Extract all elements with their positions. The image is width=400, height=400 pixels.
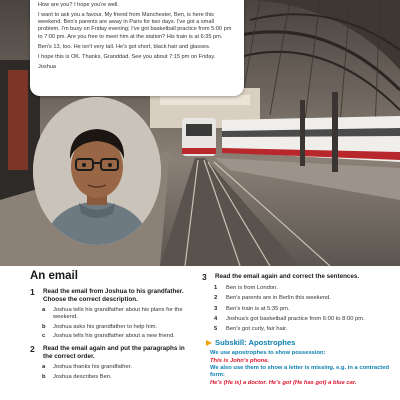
email-line: How are you? I hope you're well.: [38, 2, 119, 8]
subskill-example: This is John's phone.: [210, 357, 270, 364]
sentence-number: 3: [214, 305, 218, 312]
subskill-example: He's (He is) a doctor. He's got (He has got) a blue car.: [210, 379, 357, 386]
option-text: Joshua tells his grandfather about a new friend.: [53, 333, 175, 340]
option-letter: a: [42, 307, 46, 313]
email-signature: Joshua: [38, 64, 57, 71]
option-text: Joshua describes Ben.: [53, 373, 112, 380]
sentence-item: [214, 326, 398, 333]
right-column: [202, 273, 398, 387]
subskill-body: [210, 350, 398, 387]
sentence-text: Ben's train is at 5:35 pm.: [226, 305, 290, 312]
sentence-item: [214, 295, 398, 302]
task-number: 1: [30, 287, 35, 297]
option-letter: b: [42, 373, 46, 380]
email-line: I want to ask you a favour. My friend from Manchester, Ben, is here this weekend. Ben's parents are away in Paris for two days. I've got a small problem. I'm busy on Friday evening; I've got basketball practice from 5:00 pm to 7:00 pm. Are you free to meet him at the station? His train is at 6:35 pm.: [38, 12, 232, 40]
section-title: An email: [30, 270, 78, 282]
task-number: 2: [30, 344, 35, 355]
option-item: [42, 364, 195, 371]
email-line: Ben's 13, too. He isn't very tall. He's got short, black hair and glasses.: [38, 43, 211, 50]
sentence-item: [214, 285, 398, 292]
sentence-number: 1: [214, 285, 218, 291]
left-column: [30, 270, 195, 383]
boy-portrait: [33, 97, 161, 245]
option-letter: a: [42, 364, 46, 371]
subskill-rule: We use apostrophes to show possession:: [210, 350, 326, 357]
sentence-text: Ben's got curly, fair hair.: [226, 326, 288, 333]
subskill-rule: We also use them to show a letter is missing, e.g. in a contracted form:: [210, 365, 389, 379]
sentence-text: Joshua's got basketball practice from 6:00 to 8:00 pm.: [226, 315, 365, 322]
task-1: [30, 288, 195, 304]
option-letter: b: [42, 323, 46, 330]
task-2: [30, 345, 195, 361]
sentence-number: 5: [214, 326, 218, 333]
sentence-item: [214, 306, 398, 313]
task-instruction: Read the email again and correct the sentences.: [215, 273, 360, 280]
option-item: [42, 324, 195, 331]
sentence-text: Ben is from London.: [226, 285, 278, 291]
sentence-item: [214, 316, 398, 323]
arrow-right-icon: [206, 340, 212, 346]
option-item: [42, 307, 195, 321]
subskill-header: [206, 338, 398, 347]
option-text: Joshua thanks his grandfather.: [53, 364, 132, 371]
email-card: [30, 0, 244, 96]
option-letter: c: [42, 333, 46, 340]
task-instruction: Read the email again and put the paragraphs in the correct order.: [43, 345, 185, 361]
sentence-number: 2: [214, 295, 218, 302]
sentence-number: 4: [214, 315, 218, 322]
task-number: 3: [202, 272, 207, 282]
email-line: I hope this is OK. Thanks, Granddad. See you about 7:15 pm on Friday.: [38, 54, 216, 61]
sentence-text: Ben's parents are in Berlin this weekend.: [226, 295, 331, 302]
task-instruction: Read the email from Joshua to his grandfather. Choose the correct description.: [43, 288, 184, 303]
subskill-title: Subskill: Apostrophes: [215, 338, 296, 348]
option-text: Joshua tells his grandfather about his plans for the weekend.: [53, 307, 183, 320]
option-item: [42, 333, 195, 340]
option-item: [42, 374, 195, 381]
boy-illustration: [33, 97, 161, 245]
task-3: [202, 273, 398, 282]
option-text: Joshua asks his grandfather to help him.: [53, 323, 158, 330]
